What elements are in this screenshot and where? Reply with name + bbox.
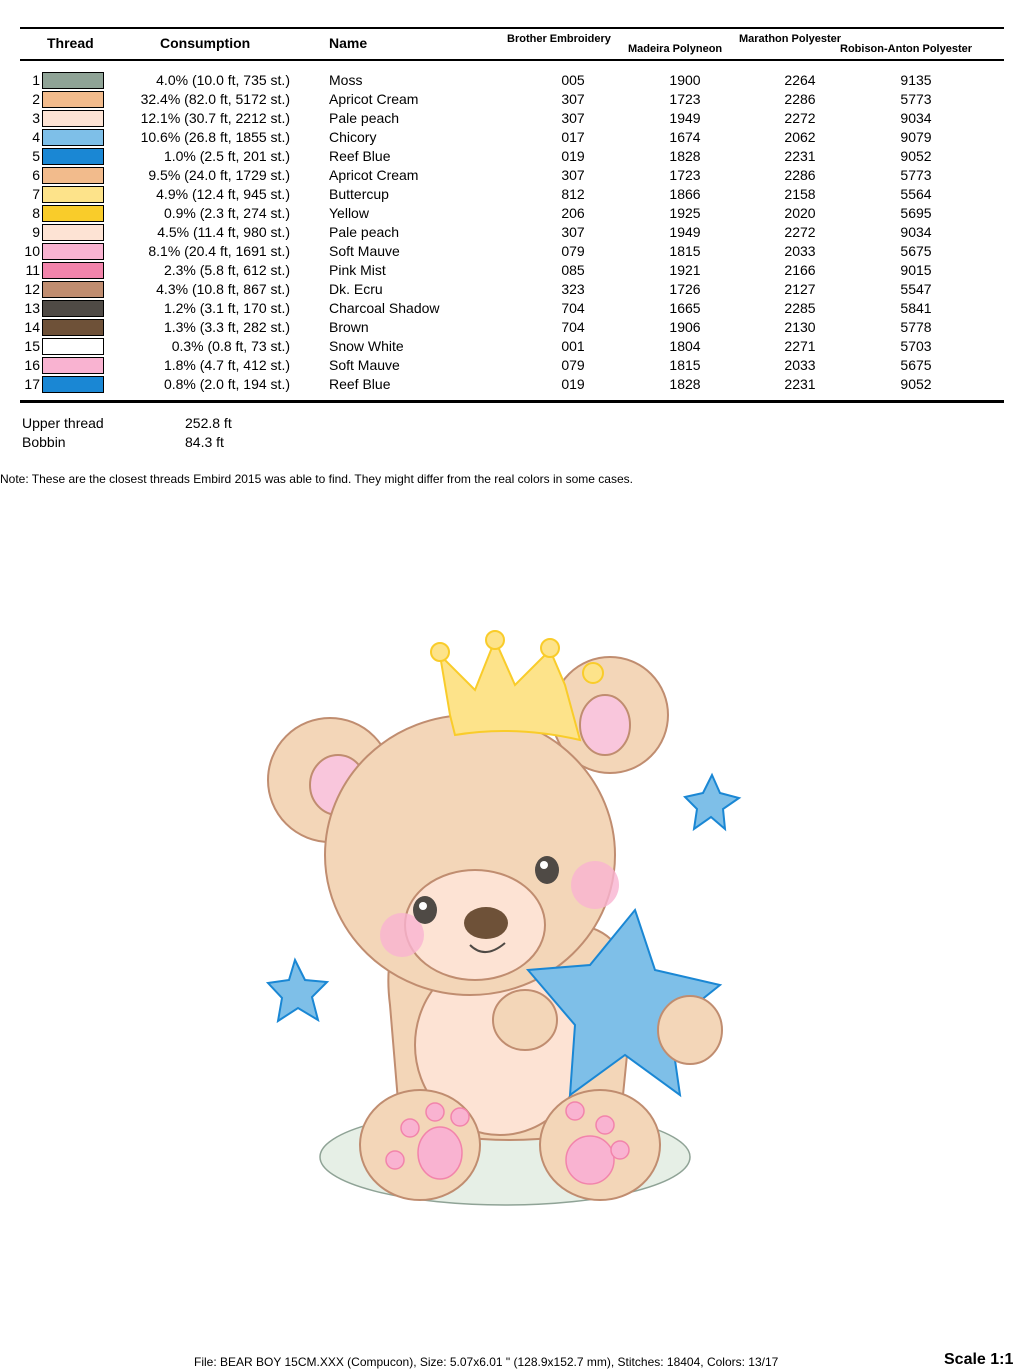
robison-code-cell: 5773 (900, 91, 932, 107)
consumption-cell: 1.8% (4.7 ft, 412 st.) (163, 357, 290, 373)
madeira-code-cell: 1726 (669, 281, 701, 297)
table-row (0, 184, 1024, 203)
thread-number: 8 (32, 205, 40, 221)
brother-code-cell: 307 (561, 167, 585, 183)
brother-code-cell: 005 (561, 72, 585, 88)
color-swatch (42, 72, 104, 89)
consumption-cell: 32.4% (82.0 ft, 5172 st.) (140, 91, 290, 107)
consumption-cell: 4.0% (10.0 ft, 735 st.) (156, 72, 290, 88)
thread-name-cell: Pink Mist (329, 262, 386, 278)
table-row (0, 89, 1024, 108)
robison-code-cell: 5773 (900, 167, 932, 183)
color-swatch (42, 224, 104, 241)
color-swatch (42, 262, 104, 279)
thread-number: 4 (32, 129, 40, 145)
table-header-rule (20, 59, 1004, 61)
consumption-cell: 4.9% (12.4 ft, 945 st.) (156, 186, 290, 202)
thread-number: 9 (32, 224, 40, 240)
thread-name-cell: Apricot Cream (329, 167, 419, 183)
marathon-code-cell: 2062 (784, 129, 816, 145)
robison-code-cell: 5841 (900, 300, 932, 316)
brother-code-cell: 079 (561, 357, 585, 373)
color-swatch (42, 300, 104, 317)
madeira-code-cell: 1828 (669, 148, 701, 164)
consumption-cell: 0.8% (2.0 ft, 194 st.) (163, 376, 290, 392)
marathon-code-cell: 2130 (784, 319, 816, 335)
table-row (0, 70, 1024, 89)
consumption-cell: 1.0% (2.5 ft, 201 st.) (163, 148, 290, 164)
thread-number: 3 (32, 110, 40, 126)
robison-code-cell: 9015 (900, 262, 932, 278)
table-row (0, 336, 1024, 355)
color-swatch (42, 110, 104, 127)
thread-name-cell: Buttercup (329, 186, 389, 202)
madeira-code-cell: 1674 (669, 129, 701, 145)
marathon-code-cell: 2231 (784, 376, 816, 392)
marathon-code-cell: 2231 (784, 148, 816, 164)
robison-code-cell: 5675 (900, 243, 932, 259)
table-row (0, 127, 1024, 146)
table-bottom-rule (20, 400, 1004, 403)
thread-number: 5 (32, 148, 40, 164)
robison-code-cell: 5675 (900, 357, 932, 373)
color-swatch (42, 91, 104, 108)
consumption-cell: 2.3% (5.8 ft, 612 st.) (163, 262, 290, 278)
header-thread: Thread (47, 35, 94, 51)
table-row (0, 222, 1024, 241)
consumption-cell: 0.3% (0.8 ft, 73 st.) (171, 338, 290, 354)
thread-name-cell: Dk. Ecru (329, 281, 383, 297)
madeira-code-cell: 1921 (669, 262, 701, 278)
thread-number: 14 (24, 319, 40, 335)
madeira-code-cell: 1665 (669, 300, 701, 316)
robison-code-cell: 9052 (900, 148, 932, 164)
color-swatch (42, 338, 104, 355)
thread-name-cell: Soft Mauve (329, 243, 400, 259)
robison-code-cell: 9135 (900, 72, 932, 88)
robison-code-cell: 5778 (900, 319, 932, 335)
robison-code-cell: 5564 (900, 186, 932, 202)
color-swatch (42, 281, 104, 298)
thread-number: 11 (25, 262, 40, 278)
thread-name-cell: Pale peach (329, 110, 400, 126)
table-row (0, 260, 1024, 279)
header-brother: Brother Embroidery (507, 33, 611, 45)
robison-code-cell: 5695 (900, 205, 932, 221)
madeira-code-cell: 1949 (669, 224, 701, 240)
table-row (0, 241, 1024, 260)
madeira-code-cell: 1828 (669, 376, 701, 392)
brother-code-cell: 019 (561, 376, 585, 392)
madeira-code-cell: 1804 (669, 338, 701, 354)
thread-number: 2 (32, 91, 40, 107)
robison-code-cell: 9052 (900, 376, 932, 392)
color-swatch (42, 205, 104, 222)
marathon-code-cell: 2033 (784, 243, 816, 259)
small-star-right-icon (685, 775, 739, 829)
header-consumption: Consumption (160, 35, 251, 51)
marathon-code-cell: 2158 (784, 186, 816, 202)
thread-number: 13 (24, 300, 40, 316)
bobbin-value: 84.3 ft (185, 434, 224, 450)
consumption-cell: 1.2% (3.1 ft, 170 st.) (163, 300, 290, 316)
thread-number: 17 (24, 376, 40, 392)
madeira-code-cell: 1815 (669, 357, 701, 373)
consumption-cell: 4.5% (11.4 ft, 980 st.) (157, 224, 290, 240)
brother-code-cell: 019 (561, 148, 585, 164)
thread-name-cell: Pale peach (329, 224, 400, 240)
brother-code-cell: 307 (561, 91, 585, 107)
thread-name-cell: Reef Blue (329, 148, 391, 164)
brother-code-cell: 017 (561, 129, 585, 145)
thread-number: 10 (24, 243, 40, 259)
thread-number: 7 (32, 186, 40, 202)
robison-code-cell: 5703 (900, 338, 932, 354)
thread-number: 12 (24, 281, 40, 297)
thread-number: 16 (24, 357, 40, 373)
upper-thread-value: 252.8 ft (185, 415, 232, 431)
consumption-cell: 12.1% (30.7 ft, 2212 st.) (140, 110, 290, 126)
madeira-code-cell: 1723 (669, 167, 701, 183)
brother-code-cell: 812 (561, 186, 585, 202)
brother-code-cell: 704 (561, 319, 585, 335)
color-swatch (42, 186, 104, 203)
thread-number: 6 (32, 167, 40, 183)
marathon-code-cell: 2272 (784, 224, 816, 240)
table-row (0, 317, 1024, 336)
madeira-code-cell: 1900 (669, 72, 701, 88)
thread-name-cell: Reef Blue (329, 376, 391, 392)
table-row (0, 165, 1024, 184)
brother-code-cell: 307 (561, 224, 585, 240)
brother-code-cell: 001 (561, 338, 585, 354)
color-swatch (42, 148, 104, 165)
thread-name-cell: Yellow (329, 205, 369, 221)
marathon-code-cell: 2166 (784, 262, 816, 278)
madeira-code-cell: 1949 (669, 110, 701, 126)
table-row (0, 108, 1024, 127)
thread-number: 15 (24, 338, 40, 354)
marathon-code-cell: 2272 (784, 110, 816, 126)
thread-name-cell: Charcoal Shadow (329, 300, 440, 316)
robison-code-cell: 9034 (900, 110, 932, 126)
consumption-cell: 1.3% (3.3 ft, 282 st.) (163, 319, 290, 335)
brother-code-cell: 323 (561, 281, 585, 297)
thread-name-cell: Snow White (329, 338, 404, 354)
madeira-code-cell: 1815 (669, 243, 701, 259)
color-swatch (42, 243, 104, 260)
thread-name-cell: Moss (329, 72, 363, 88)
marathon-code-cell: 2286 (784, 167, 816, 183)
consumption-cell: 9.5% (24.0 ft, 1729 st.) (148, 167, 290, 183)
brother-code-cell: 307 (561, 110, 585, 126)
color-swatch (42, 319, 104, 336)
table-row (0, 203, 1024, 222)
marathon-code-cell: 2271 (784, 338, 816, 354)
robison-code-cell: 9034 (900, 224, 932, 240)
header-robison: Robison-Anton Polyester (840, 43, 973, 55)
embroidery-design-preview (260, 625, 760, 1215)
color-swatch (42, 376, 104, 393)
header-marathon: Marathon Polyester (739, 33, 842, 45)
marathon-code-cell: 2020 (784, 205, 816, 221)
color-swatch (42, 167, 104, 184)
small-star-left-icon (268, 960, 327, 1021)
consumption-cell: 10.6% (26.8 ft, 1855 st.) (140, 129, 290, 145)
thread-name-cell: Brown (329, 319, 369, 335)
brother-code-cell: 704 (561, 300, 585, 316)
file-info-footer: File: BEAR BOY 15CM.XXX (Compucon), Size: 5.07x6.01 " (128.9x152.7 mm), Stitches: 18404, Colors: 13/17 (194, 1355, 779, 1369)
madeira-code-cell: 1866 (669, 186, 701, 202)
brother-code-cell: 079 (561, 243, 585, 259)
upper-thread-label: Upper thread (22, 415, 104, 431)
robison-code-cell: 5547 (900, 281, 932, 297)
brother-code-cell: 085 (561, 262, 585, 278)
bobbin-label: Bobbin (22, 434, 66, 450)
madeira-code-cell: 1723 (669, 91, 701, 107)
table-row (0, 374, 1024, 393)
consumption-cell: 8.1% (20.4 ft, 1691 st.) (148, 243, 290, 259)
color-swatch (42, 129, 104, 146)
marathon-code-cell: 2286 (784, 91, 816, 107)
table-top-rule (20, 27, 1004, 29)
brother-code-cell: 206 (561, 205, 585, 221)
note-text: Note: These are the closest threads Embird 2015 was able to find. They might differ from the real colors in some cases. (0, 472, 633, 486)
consumption-cell: 4.3% (10.8 ft, 867 st.) (156, 281, 290, 297)
marathon-code-cell: 2285 (784, 300, 816, 316)
header-madeira: Madeira Polyneon (628, 43, 723, 55)
table-row (0, 355, 1024, 374)
madeira-code-cell: 1906 (669, 319, 701, 335)
table-row (0, 298, 1024, 317)
scale-label: Scale 1:1 (944, 1351, 1014, 1368)
madeira-code-cell: 1925 (669, 205, 701, 221)
thread-name-cell: Apricot Cream (329, 91, 419, 107)
thread-name-cell: Soft Mauve (329, 357, 400, 373)
thread-name-cell: Chicory (329, 129, 377, 145)
color-swatch (42, 357, 104, 374)
table-row (0, 146, 1024, 165)
marathon-code-cell: 2127 (784, 281, 816, 297)
header-name: Name (329, 35, 368, 51)
marathon-code-cell: 2033 (784, 357, 816, 373)
marathon-code-cell: 2264 (784, 72, 816, 88)
table-row (0, 279, 1024, 298)
consumption-cell: 0.9% (2.3 ft, 274 st.) (163, 205, 290, 221)
robison-code-cell: 9079 (900, 129, 932, 145)
thread-number: 1 (32, 72, 40, 88)
